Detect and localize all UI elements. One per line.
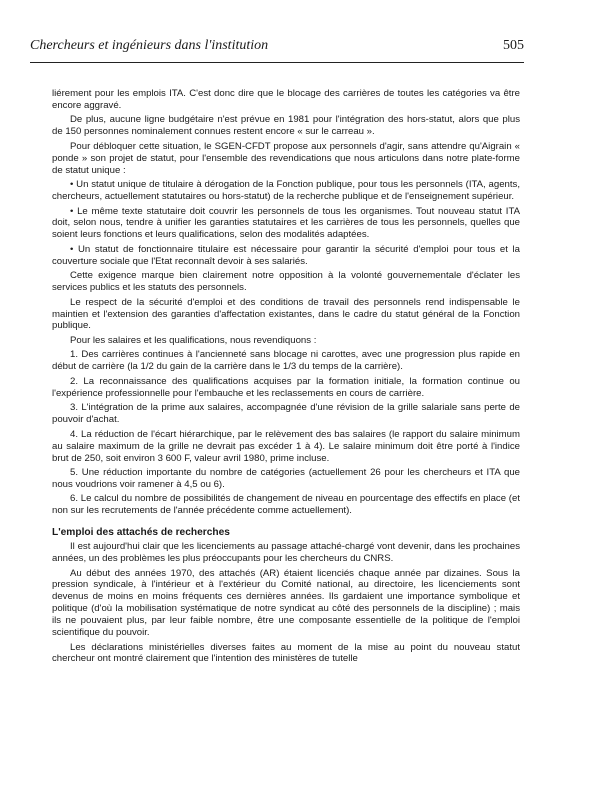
page-number: 505: [503, 38, 524, 53]
numbered-item: 6. Le calcul du nombre de possibilités de changement de niveau en pourcentage des effectifs en place (et non sur les recrutements de l'année précédente comme actuellement).: [52, 493, 520, 517]
running-header-title: Chercheurs et ingénieurs dans l'institution: [30, 38, 269, 53]
paragraph: Pour les salaires et les qualifications, nous revendiquons :: [70, 334, 317, 346]
bullet-paragraph: • Un statut unique de titulaire à dérogation de la Fonction publique, pour tous les personnels (ITA, agents, chercheurs, actuellement statutaires ou hors-statut) de la recherche publique et de l'enseignement supérieur.: [52, 179, 520, 203]
numbered-item: 3. L'intégration de la prime aux salaires, accompagnée d'une révision de la grille salariale sans perte de pouvoir d'achat.: [52, 402, 520, 426]
numbered-item: 4. La réduction de l'écart hiérarchique, par le relèvement des bas salaires (le rapport du salaire minimum au salaire maximum de la grille ne devrait pas excéder 1 à 4). Le salaire minimum doit être porté à l'indice brut de 250, soit environ 3 600 F, valeur avril 1980, prime incluse.: [52, 428, 520, 464]
paragraph: Cette exigence marque bien clairement notre opposition à la volonté gouvernementale d'éclater les services publics et les statuts des personnels.: [52, 270, 520, 294]
header-rule: [30, 62, 524, 63]
numbered-item: 1. Des carrières continues à l'ancienneté sans blocage ni carottes, avec une progression plus rapide en début de carrière (la 1/2 du gain de la carrière dans le 1/3 du temps de la carrière).: [52, 349, 520, 373]
page-body: [52, 88, 520, 668]
numbered-item: 5. Une réduction importante du nombre de catégories (actuellement 26 pour les chercheurs et ITA que nous voudrions voir ramener à 4,5 ou 6).: [52, 467, 520, 490]
paragraph: Il est aujourd'hui clair que les licenciements au passage attaché-chargé vont devenir, dans les prochaines années, un des problèmes les plus préoccupants pour les chercheurs du CNRS.: [52, 541, 520, 565]
bullet-paragraph: • Le même texte statutaire doit couvrir les personnels de tous les organismes. Tout nouveau statut ITA doit, selon nous, tendre à unifier les garanties statutaires et les carrières de tous les personnels, quelles que soient leurs fonctions et leurs qualifications, selon des modalités adaptées.: [52, 205, 520, 241]
paragraph: Au début des années 1970, des attachés (AR) étaient licenciés chaque année par dizaines. Sous la pression syndicale, à l'intérieur et à l'extérieur du Comité national, au directoire, les licenciements sont devenus de moins en moins fréquents ces dernières années. Ils gardaient une importance symbolique et politique (d'où la mobilisation systématique de notre syndicat au côté des personnels de la discipline) ; mais ils ne pouvaient plus, par leur faible nombre, être une composante essentielle de la politique de l'emploi scientifique du pouvoir.: [52, 567, 520, 639]
paragraph: Les déclarations ministérielles diverses faites au moment de la mise au point du nouveau statut chercheur ont montré clairement que l'intention des ministères de tutelle: [52, 641, 520, 665]
paragraph: Le respect de la sécurité d'emploi et des conditions de travail des personnels rend indispensable le maintien et l'extension des garanties d'affectation existantes, dans le cadre du statut général de la Fonction publique.: [52, 296, 520, 332]
running-header: [30, 38, 524, 58]
paragraph: De plus, aucune ligne budgétaire n'est prévue en 1981 pour l'intégration des hors-statut, alors que plus de 150 personnes nominalement connues restent encore « sur le carreau ».: [52, 114, 520, 138]
numbered-item: 2. La reconnaissance des qualifications acquises par la formation initiale, la formation continue ou l'expérience professionnelle pour l'embauche et les reclassements en cours de carrière.: [52, 375, 520, 399]
paragraph: Pour débloquer cette situation, le SGEN-CFDT propose aux personnels d'agir, sans attendre qu'Aigrain « ponde » son projet de statut, pour l'ensemble des revendications que nous articulons dans notre plate-forme de statut unique :: [52, 140, 520, 176]
bullet-paragraph: • Un statut de fonctionnaire titulaire est nécessaire pour garantir la sécurité d'emploi pour tous et la couverture sociale que l'Etat reconnaît devoir à ses salariés.: [52, 243, 520, 267]
paragraph: liérement pour les emplois ITA. C'est donc dire que le blocage des carrières de toutes les catégories va être encore aggravé.: [52, 88, 520, 111]
section-heading: L'emploi des attachés de recherches: [52, 527, 230, 539]
